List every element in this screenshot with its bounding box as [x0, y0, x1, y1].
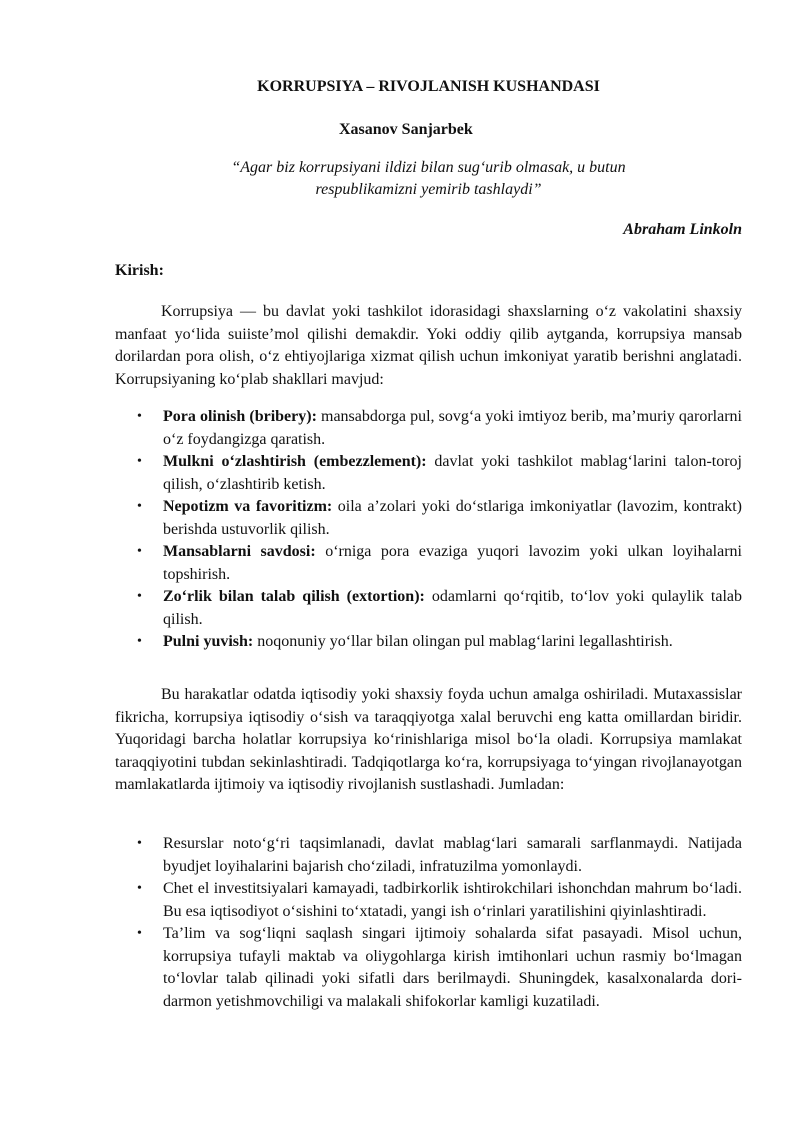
list-item-term: Mansablarni savdosi:	[163, 543, 316, 560]
list-item	[115, 586, 742, 631]
list-item-term: Mulkni o‘zlashtirish (embezzlement):	[163, 453, 427, 470]
list-item-desc: odamlarni qo‘rqitib, to‘lov yoki qulaylik talab qilish.	[163, 588, 742, 628]
author-line	[115, 119, 742, 142]
list-item: • Resurslar noto‘g‘ri taqsimlanadi, davlat mablag‘lari samarali sarflanmaydi. Natijada byudjet loyihalarini bajarish cho‘ziladi, infratuzilma yomonlaydi.	[115, 833, 742, 878]
list-item-term: Pora olinish (bribery):	[163, 408, 317, 425]
list-item-desc: o‘rniga pora evaziga yuqori lavozim yoki ulkan loyihalarni topshirish.	[163, 543, 742, 583]
epigraph-line-1: “Agar biz korrupsiyani ildizi bilan sug‘urib olmasak, u butun	[231, 159, 626, 176]
forms-list	[115, 406, 742, 654]
epigraph	[115, 157, 742, 201]
list-item	[115, 406, 742, 451]
list-item: • Ta’lim va sog‘liqni saqlash singari ijtimoiy sohalarda sifat pasayadi. Misol uchun, korrupsiya tufayli maktab va oliygohlarga kirish imtihonlari uchun rasmiy bo‘lmagan to‘lovlar talab qilinadi yoki sifatli dars berilmaydi. Shuningdek, kasalxonalarda dori-darmon yetishmovchiligi va malakali shifokorlar kamligi kuzatiladi.	[115, 923, 742, 1013]
paragraph-consequences: Bu harakatlar odatda iqtisodiy yoki shaxsiy foyda uchun amalga oshiriladi. Mutaxassislar fikricha, korrupsiya iqtisodiy o‘sish va taraqqiyotga xalal beruvchi eng katta omillardan biridir. Yuqoridagi barcha holatlar korrupsiya ko‘rinishlariga misol bo‘la oladi. Korrupsiya mamlakat taraqqiyotini tubdan sekinlashtiradi. Tadqiqotlarga ko‘ra, korrupsiyaga to‘yingan rivojlanayotgan mamlakatlarda ijtimoiy va iqtisodiy rivojlanish sustlashadi. Jumladan:	[115, 686, 742, 793]
author-name: Xasanov Sanjarbek	[339, 121, 473, 138]
epigraph-attribution: Abraham Linkoln	[623, 221, 742, 238]
list-item	[115, 631, 742, 654]
list-item	[115, 451, 742, 496]
list-item-term: Nepotizm va favoritizm:	[163, 498, 333, 515]
list-item-term: Zo‘rlik bilan talab qilish (extortion):	[163, 588, 425, 605]
list-item-desc: noqonuniy yo‘llar bilan olingan pul mablag‘larini legallashtirish.	[253, 633, 673, 650]
list-item-term: Pulni yuvish:	[163, 633, 254, 650]
list-item-desc: davlat yoki tashkilot mablag‘larini talon-toroj qilish, o‘zlashtirib ketish.	[163, 453, 743, 493]
list-item-desc: mansabdorga pul, sovg‘a yoki imtiyoz berib, ma’muriy qarorlarni o‘z foydangizga qaratish.	[163, 408, 743, 448]
list-item: • Chet el investitsiyalari kamayadi, tadbirkorlik ishtirokchilari ishonchdan mahrum bo‘ladi. Bu esa iqtisodiyot o‘sishini to‘xtatadi, yangi ish o‘rinlari yaratilishini qiyinlashtiradi.	[115, 878, 742, 923]
list-item	[115, 496, 742, 541]
document-title: KORRUPSIYA – RIVOJLANISH KUSHANDASI	[257, 78, 600, 95]
effects-list	[115, 833, 742, 1013]
list-item	[115, 541, 742, 586]
paragraph-definition: Korrupsiya — bu davlat yoki tashkilot idorasidagi shaxslarning o‘z vakolatini shaxsiy manfaat yo‘lida suiiste’mol qilishi demakdir. Yoki oddiy qilib aytganda, korrupsiya mansab dorilardan pora olish, o‘z ehtiyojlariga xizmat qilish uchun imkoniyat yaratib berishni anglatadi. Korrupsiyaning ko‘plab shakllari mavjud:	[115, 303, 742, 388]
intro-heading: Kirish:	[115, 262, 164, 279]
epigraph-line-2: respublikamizni yemirib tashlaydi”	[315, 181, 542, 198]
list-item-desc: oila a’zolari yoki do‘stlariga imkoniyatlar (lavozim, kontrakt) berishda ustuvorlik qilish.	[163, 498, 743, 538]
